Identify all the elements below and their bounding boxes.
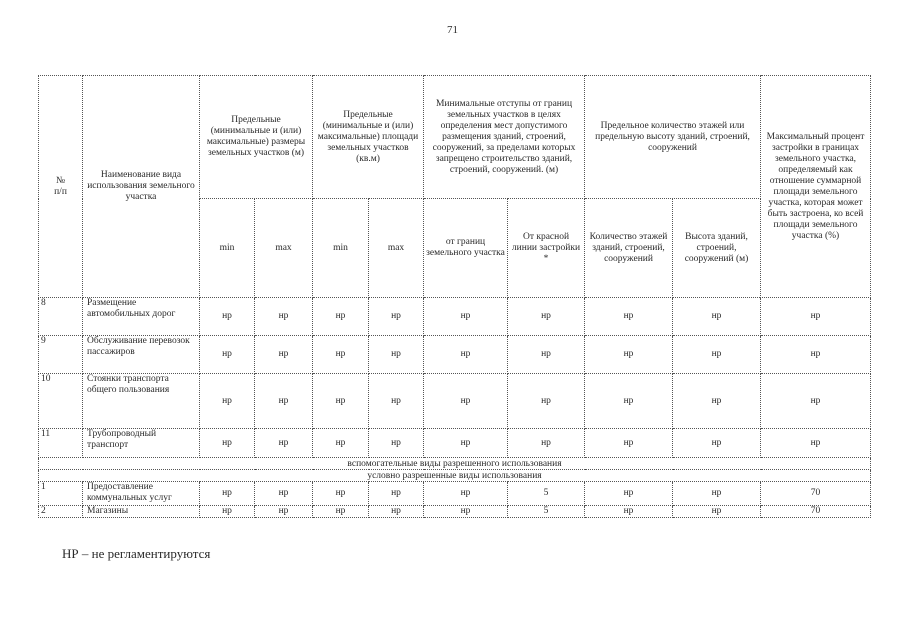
header-floor-count: Количество этажей зданий, строений, сооружений — [585, 199, 673, 298]
cell: нр — [313, 482, 369, 506]
cell: нр — [424, 374, 508, 429]
row-name: Стоянки транспорта общего пользования — [83, 374, 200, 429]
cell: нр — [673, 298, 761, 336]
header-area-min: min — [313, 199, 369, 298]
cell: нр — [673, 429, 761, 458]
row-num: 10 — [39, 374, 83, 429]
cell: нр — [313, 429, 369, 458]
cell: нр — [424, 482, 508, 506]
table-row — [39, 429, 871, 458]
cell: нр — [673, 374, 761, 429]
cell: нр — [255, 336, 313, 374]
cell: нр — [508, 336, 585, 374]
header-from-border: от границ земельного участка — [424, 199, 508, 298]
cell: нр — [200, 374, 255, 429]
cell: нр — [673, 336, 761, 374]
cell: нр — [424, 506, 508, 518]
cell: нр — [585, 506, 673, 518]
header-size-min: min — [200, 199, 255, 298]
row-num: 11 — [39, 429, 83, 458]
cell: нр — [255, 482, 313, 506]
cell: нр — [673, 482, 761, 506]
cell: нр — [761, 429, 871, 458]
section-row-auxiliary — [39, 458, 871, 470]
table-row — [39, 506, 871, 518]
cell: нр — [369, 336, 424, 374]
cell: нр — [369, 506, 424, 518]
header-size: Предельные (минимальные и (или) максимальные) размеры земельных участков (м) — [200, 76, 313, 199]
cell: нр — [761, 298, 871, 336]
cell: нр — [200, 429, 255, 458]
cell: нр — [313, 336, 369, 374]
cell: нр — [761, 374, 871, 429]
row-num: 1 — [39, 482, 83, 506]
cell: нр — [585, 482, 673, 506]
cell: нр — [585, 336, 673, 374]
cell: нр — [424, 336, 508, 374]
table-row — [39, 482, 871, 506]
cell: 70 — [761, 482, 871, 506]
cell: нр — [508, 429, 585, 458]
page-number: 71 — [447, 24, 458, 36]
cell: нр — [255, 506, 313, 518]
cell: нр — [369, 374, 424, 429]
header-setback: Минимальные отступы от границ земельных участков в целях определения мест допустимого размещения зданий, строений, сооружений, за пределами которых запрещено строительство зданий, строений, сооружений. (м) — [424, 76, 585, 199]
cell: нр — [200, 482, 255, 506]
row-name: Предоставление коммунальных услуг — [83, 482, 200, 506]
table-row — [39, 374, 871, 429]
cell: 5 — [508, 506, 585, 518]
cell: нр — [369, 482, 424, 506]
header-percent: Максимальный процент застройки в границах земельного участка, определяемый как отношение суммарной площади земельного участка, которая может быть застроена, ко всей площади земельного участка (%) — [761, 76, 871, 298]
row-name: Обслуживание перевозок пассажиров — [83, 336, 200, 374]
cell: нр — [508, 298, 585, 336]
cell: нр — [255, 429, 313, 458]
header-floors: Предельное количество этажей или предельную высоту зданий, строений, сооружений — [585, 76, 761, 199]
header-from-red-line: От красной линии застройки * — [508, 199, 585, 298]
cell: нр — [369, 298, 424, 336]
row-name: Трубопроводный транспорт — [83, 429, 200, 458]
cell: нр — [585, 298, 673, 336]
section-conditional: условно разрешенные виды использования — [39, 470, 871, 482]
cell: нр — [200, 298, 255, 336]
cell: нр — [200, 336, 255, 374]
cell: нр — [673, 506, 761, 518]
cell: нр — [255, 298, 313, 336]
header-area: Предельные (минимальные и (или) максимальные) площади земельных участков (кв.м) — [313, 76, 424, 199]
table-row — [39, 336, 871, 374]
row-name: Магазины — [83, 506, 200, 518]
cell: нр — [424, 429, 508, 458]
header-name: Наименование вида использования земельного участка — [83, 76, 200, 298]
cell: нр — [313, 506, 369, 518]
cell: нр — [200, 506, 255, 518]
cell: нр — [585, 374, 673, 429]
row-name: Размещение автомобильных дорог — [83, 298, 200, 336]
header-height: Высота зданий, строений, сооружений (м) — [673, 199, 761, 298]
cell: нр — [369, 429, 424, 458]
section-row-conditional — [39, 470, 871, 482]
row-num: 9 — [39, 336, 83, 374]
cell: нр — [313, 374, 369, 429]
cell: нр — [313, 298, 369, 336]
land-use-table — [38, 75, 871, 518]
cell: 70 — [761, 506, 871, 518]
cell: нр — [424, 298, 508, 336]
header-row-1 — [39, 76, 871, 199]
cell: нр — [255, 374, 313, 429]
header-size-max: max — [255, 199, 313, 298]
cell: 5 — [508, 482, 585, 506]
footnote: НР – не регламентируются — [62, 546, 211, 561]
section-auxiliary: вспомогательные виды разрешенного использования — [39, 458, 871, 470]
header-num: № п/п — [39, 76, 83, 298]
cell: нр — [508, 374, 585, 429]
row-num: 8 — [39, 298, 83, 336]
cell: нр — [585, 429, 673, 458]
header-area-max: max — [369, 199, 424, 298]
row-num: 2 — [39, 506, 83, 518]
cell: нр — [761, 336, 871, 374]
table-row — [39, 298, 871, 336]
